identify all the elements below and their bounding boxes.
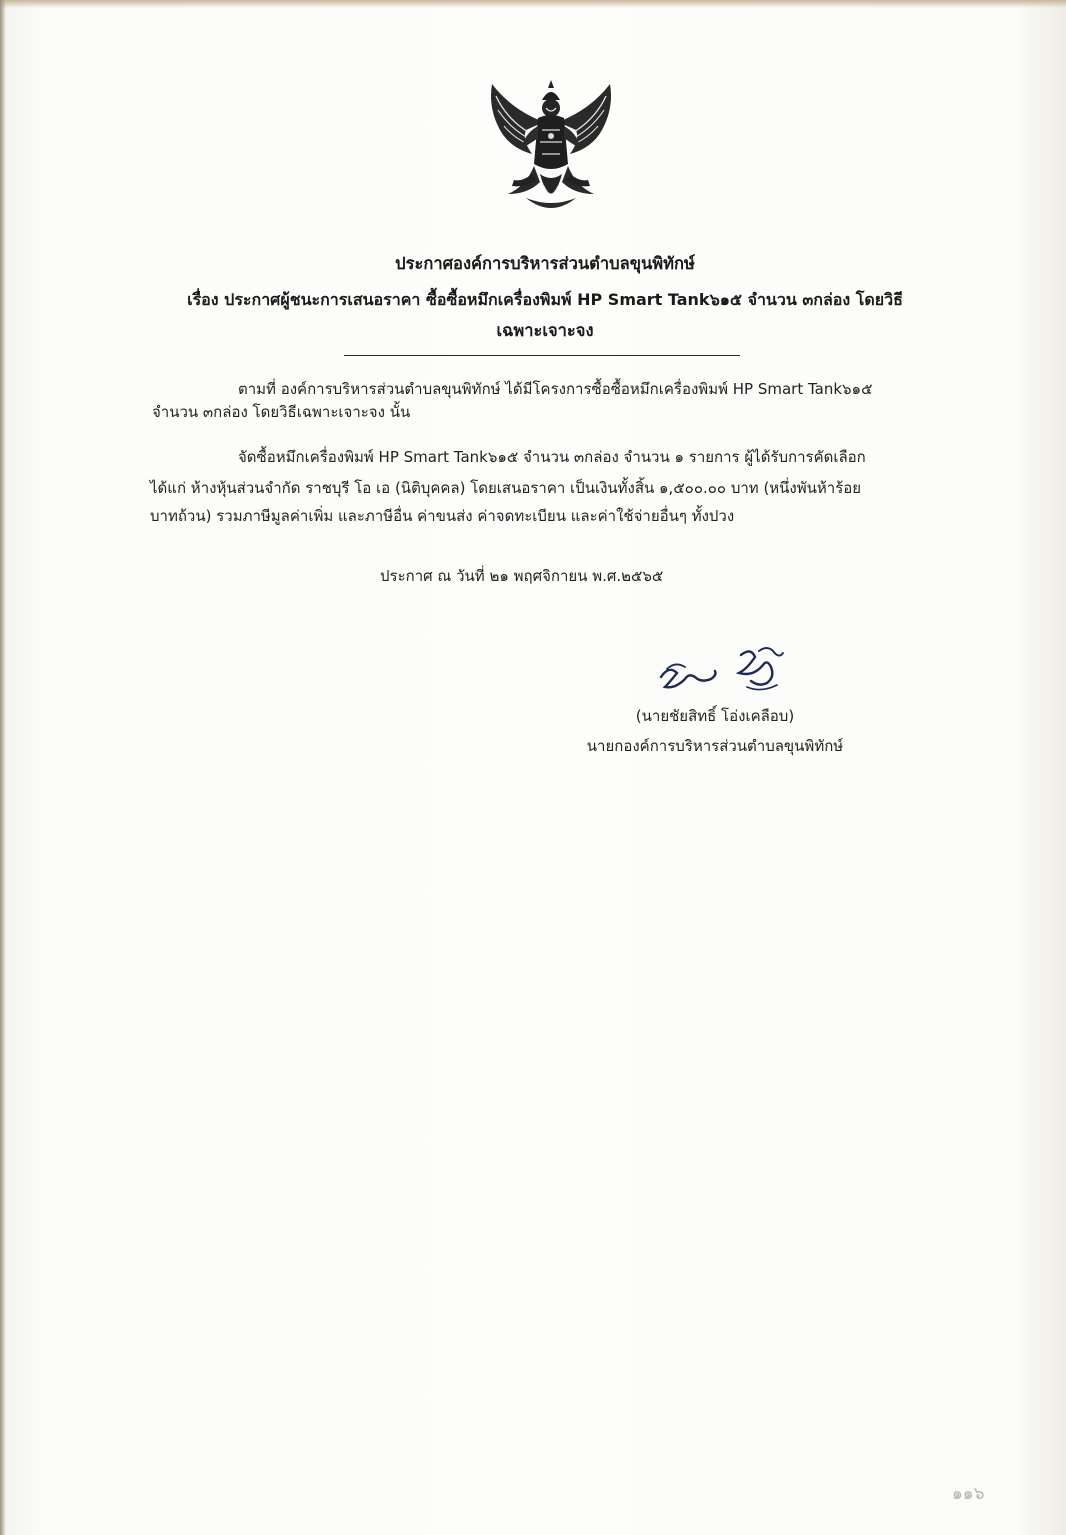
paragraph-2-line-3: บาทถ้วน) รวมภาษีมูลค่าเพิ่ม และภาษีอื่น ค่าขนส่ง ค่าจดทะเบียน และค่าใช้จ่ายอื่นๆ ทั้งปวง: [150, 507, 735, 525]
garuda-emblem-icon: [482, 78, 620, 222]
announcement-organization-heading: ประกาศองค์การบริหารส่วนตำบลขุนพิทักษ์: [395, 254, 695, 273]
paragraph-2-line-2: ได้แก่ ห้างหุ้นส่วนจำกัด ราชบุรี โอ เอ (นิติบุคคล) โดยเสนอราคา เป็นเงินทั้งสิ้น ๑,๕๐๐.๐๐ บาท (หนึ่งพันห้าร้อย: [150, 479, 862, 497]
announcement-date: ประกาศ ณ วันที่ ๒๑ พฤศจิกายน พ.ศ.๒๕๖๕: [380, 567, 664, 585]
paragraph-1-line-1: ตามที่ องค์การบริหารส่วนตำบลขุนพิทักษ์ ได้มีโครงการซื้อซื้อหมึกเครื่องพิมพ์ HP Smart Tank๖๑๕: [238, 380, 873, 398]
handwritten-signature-icon: [655, 643, 790, 699]
signer-name: (นายชัยสิทธิ์ โอ่งเคลือบ): [635, 707, 795, 725]
announcement-subject-line-1: เรื่อง ประกาศผู้ชนะการเสนอราคา ซื้อซื้อหมึกเครื่องพิมพ์ HP Smart Tank๖๑๕ จำนวน ๓กล่อง โดยวิธี: [187, 290, 903, 309]
signer-position: นายกองค์การบริหารส่วนตำบลขุนพิทักษ์: [586, 737, 844, 755]
page-number-mark: ๑๑๖: [952, 1484, 985, 1504]
paragraph-2-line-1: จัดซื้อหมึกเครื่องพิมพ์ HP Smart Tank๖๑๕ จำนวน ๓กล่อง จำนวน ๑ รายการ ผู้ได้รับการคัดเลือก: [238, 448, 866, 466]
paragraph-1-line-2: จำนวน ๓กล่อง โดยวิธีเฉพาะเจาะจง นั้น: [152, 403, 411, 421]
heading-divider: [344, 355, 740, 356]
page-top-edge: [0, 0, 1066, 8]
page-left-edge: [0, 0, 6, 1535]
announcement-subject-line-2: เฉพาะเจาะจง: [496, 321, 594, 340]
